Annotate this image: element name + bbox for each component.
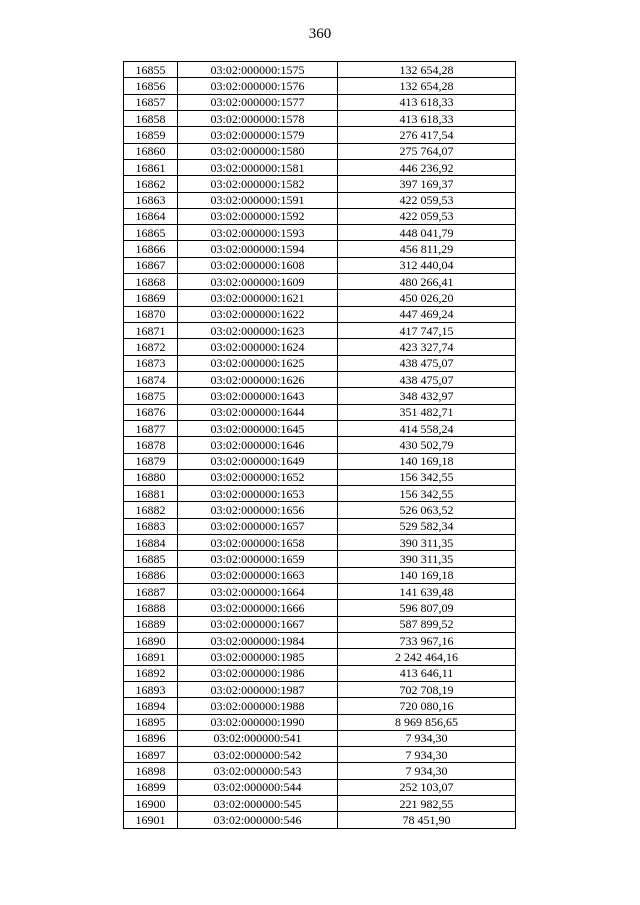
cadastral-number-cell: 03:02:000000:1578 xyxy=(178,110,338,126)
cadastral-value-cell: 587 899,52 xyxy=(338,616,516,632)
row-number-cell: 16877 xyxy=(124,420,178,436)
row-number-cell: 16892 xyxy=(124,665,178,681)
table-row xyxy=(124,779,516,795)
cadastral-value-cell: 348 432,97 xyxy=(338,388,516,404)
table-row xyxy=(124,632,516,648)
row-number-cell: 16857 xyxy=(124,94,178,110)
row-number-cell: 16875 xyxy=(124,388,178,404)
cadastral-value-cell: 221 982,55 xyxy=(338,796,516,812)
row-number-cell: 16861 xyxy=(124,159,178,175)
cadastral-number-cell: 03:02:000000:1990 xyxy=(178,714,338,730)
cadastral-number-cell: 03:02:000000:541 xyxy=(178,730,338,746)
table-row xyxy=(124,600,516,616)
row-number-cell: 16881 xyxy=(124,486,178,502)
row-number-cell: 16874 xyxy=(124,371,178,387)
cadastral-value-cell: 132 654,28 xyxy=(338,78,516,94)
cadastral-number-cell: 03:02:000000:1644 xyxy=(178,404,338,420)
cadastral-number-cell: 03:02:000000:1626 xyxy=(178,371,338,387)
table-row xyxy=(124,371,516,387)
row-number-cell: 16887 xyxy=(124,584,178,600)
cadastral-value-cell: 529 582,34 xyxy=(338,518,516,534)
cadastral-value-cell: 8 969 856,65 xyxy=(338,714,516,730)
row-number-cell: 16896 xyxy=(124,730,178,746)
row-number-cell: 16867 xyxy=(124,257,178,273)
cadastral-number-cell: 03:02:000000:1984 xyxy=(178,632,338,648)
table-row xyxy=(124,323,516,339)
row-number-cell: 16901 xyxy=(124,812,178,828)
cadastral-number-cell: 03:02:000000:1643 xyxy=(178,388,338,404)
cadastral-number-cell: 03:02:000000:1649 xyxy=(178,453,338,469)
row-number-cell: 16864 xyxy=(124,208,178,224)
table-row xyxy=(124,714,516,730)
cadastral-value-cell: 390 311,35 xyxy=(338,551,516,567)
cadastral-value-cell: 596 807,09 xyxy=(338,600,516,616)
cadastral-value-cell: 78 451,90 xyxy=(338,812,516,828)
cadastral-value-cell: 446 236,92 xyxy=(338,159,516,175)
page-number: 360 xyxy=(308,26,332,42)
table-row xyxy=(124,290,516,306)
cadastral-value-cell: 312 440,04 xyxy=(338,257,516,273)
cadastral-number-cell: 03:02:000000:1594 xyxy=(178,241,338,257)
table-row xyxy=(124,763,516,779)
cadastral-value-cell: 438 475,07 xyxy=(338,371,516,387)
table-row xyxy=(124,110,516,126)
cadastral-number-cell: 03:02:000000:1646 xyxy=(178,437,338,453)
cadastral-number-cell: 03:02:000000:1659 xyxy=(178,551,338,567)
table-row xyxy=(124,665,516,681)
cadastral-number-cell: 03:02:000000:1658 xyxy=(178,535,338,551)
cadastral-value-cell: 413 618,33 xyxy=(338,110,516,126)
cadastral-number-cell: 03:02:000000:1666 xyxy=(178,600,338,616)
cadastral-value-cell: 422 059,53 xyxy=(338,192,516,208)
row-number-cell: 16873 xyxy=(124,355,178,371)
cadastral-value-cell: 141 639,48 xyxy=(338,584,516,600)
row-number-cell: 16856 xyxy=(124,78,178,94)
row-number-cell: 16889 xyxy=(124,616,178,632)
cadastral-number-cell: 03:02:000000:1985 xyxy=(178,649,338,665)
cadastral-value-cell: 448 041,79 xyxy=(338,225,516,241)
row-number-cell: 16872 xyxy=(124,339,178,355)
row-number-cell: 16894 xyxy=(124,698,178,714)
table-row xyxy=(124,208,516,224)
row-number-cell: 16871 xyxy=(124,323,178,339)
cadastral-number-cell: 03:02:000000:1593 xyxy=(178,225,338,241)
row-number-cell: 16899 xyxy=(124,779,178,795)
row-number-cell: 16863 xyxy=(124,192,178,208)
row-number-cell: 16866 xyxy=(124,241,178,257)
cadastral-value-cell: 480 266,41 xyxy=(338,274,516,290)
row-number-cell: 16865 xyxy=(124,225,178,241)
table-row xyxy=(124,796,516,812)
cadastral-value-cell: 397 169,37 xyxy=(338,176,516,192)
cadastral-value-cell: 413 646,11 xyxy=(338,665,516,681)
row-number-cell: 16886 xyxy=(124,567,178,583)
cadastral-number-cell: 03:02:000000:1986 xyxy=(178,665,338,681)
cadastral-number-cell: 03:02:000000:1580 xyxy=(178,143,338,159)
row-number-cell: 16860 xyxy=(124,143,178,159)
table-row xyxy=(124,518,516,534)
table-row xyxy=(124,192,516,208)
cadastral-number-cell: 03:02:000000:1622 xyxy=(178,306,338,322)
cadastral-number-cell: 03:02:000000:1582 xyxy=(178,176,338,192)
cadastral-number-cell: 03:02:000000:1987 xyxy=(178,681,338,697)
table-row xyxy=(124,404,516,420)
table-row xyxy=(124,747,516,763)
table-row xyxy=(124,551,516,567)
cadastral-value-cell: 390 311,35 xyxy=(338,535,516,551)
table-row xyxy=(124,388,516,404)
cadastral-value-cell: 702 708,19 xyxy=(338,681,516,697)
table-row xyxy=(124,812,516,828)
table-row xyxy=(124,502,516,518)
table-row xyxy=(124,567,516,583)
table-row xyxy=(124,94,516,110)
cadastral-number-cell: 03:02:000000:1663 xyxy=(178,567,338,583)
row-number-cell: 16884 xyxy=(124,535,178,551)
cadastral-value-table xyxy=(123,61,516,829)
cadastral-number-cell: 03:02:000000:1576 xyxy=(178,78,338,94)
cadastral-value-cell: 413 618,33 xyxy=(338,94,516,110)
row-number-cell: 16890 xyxy=(124,632,178,648)
row-number-cell: 16862 xyxy=(124,176,178,192)
row-number-cell: 16855 xyxy=(124,62,178,78)
cadastral-value-cell: 430 502,79 xyxy=(338,437,516,453)
row-number-cell: 16878 xyxy=(124,437,178,453)
table-row xyxy=(124,469,516,485)
table-row xyxy=(124,453,516,469)
table-row xyxy=(124,616,516,632)
row-number-cell: 16900 xyxy=(124,796,178,812)
row-number-cell: 16868 xyxy=(124,274,178,290)
table-row xyxy=(124,159,516,175)
row-number-cell: 16897 xyxy=(124,747,178,763)
cadastral-number-cell: 03:02:000000:1657 xyxy=(178,518,338,534)
cadastral-number-cell: 03:02:000000:1577 xyxy=(178,94,338,110)
cadastral-value-cell: 275 764,07 xyxy=(338,143,516,159)
cadastral-value-cell: 526 063,52 xyxy=(338,502,516,518)
cadastral-value-cell: 140 169,18 xyxy=(338,567,516,583)
cadastral-value-cell: 414 558,24 xyxy=(338,420,516,436)
cadastral-number-cell: 03:02:000000:1623 xyxy=(178,323,338,339)
cadastral-number-cell: 03:02:000000:1592 xyxy=(178,208,338,224)
table-row xyxy=(124,176,516,192)
cadastral-number-cell: 03:02:000000:1988 xyxy=(178,698,338,714)
row-number-cell: 16891 xyxy=(124,649,178,665)
table-row xyxy=(124,698,516,714)
table-row xyxy=(124,535,516,551)
cadastral-value-cell: 252 103,07 xyxy=(338,779,516,795)
table-row xyxy=(124,257,516,273)
row-number-cell: 16858 xyxy=(124,110,178,126)
row-number-cell: 16869 xyxy=(124,290,178,306)
cadastral-number-cell: 03:02:000000:1624 xyxy=(178,339,338,355)
table-row xyxy=(124,486,516,502)
cadastral-number-cell: 03:02:000000:1656 xyxy=(178,502,338,518)
table-row xyxy=(124,681,516,697)
cadastral-number-cell: 03:02:000000:1609 xyxy=(178,274,338,290)
table-row xyxy=(124,62,516,78)
cadastral-value-cell: 7 934,30 xyxy=(338,730,516,746)
cadastral-value-cell: 417 747,15 xyxy=(338,323,516,339)
cadastral-value-cell: 447 469,24 xyxy=(338,306,516,322)
cadastral-number-cell: 03:02:000000:546 xyxy=(178,812,338,828)
cadastral-number-cell: 03:02:000000:1653 xyxy=(178,486,338,502)
cadastral-number-cell: 03:02:000000:543 xyxy=(178,763,338,779)
cadastral-value-cell: 156 342,55 xyxy=(338,469,516,485)
row-number-cell: 16898 xyxy=(124,763,178,779)
table-row xyxy=(124,274,516,290)
cadastral-number-cell: 03:02:000000:1575 xyxy=(178,62,338,78)
table-row xyxy=(124,225,516,241)
cadastral-value-cell: 7 934,30 xyxy=(338,763,516,779)
cadastral-value-cell: 132 654,28 xyxy=(338,62,516,78)
table-row xyxy=(124,584,516,600)
cadastral-value-cell: 156 342,55 xyxy=(338,486,516,502)
row-number-cell: 16885 xyxy=(124,551,178,567)
table-row xyxy=(124,649,516,665)
cadastral-number-cell: 03:02:000000:1667 xyxy=(178,616,338,632)
cadastral-value-cell: 450 026,20 xyxy=(338,290,516,306)
row-number-cell: 16883 xyxy=(124,518,178,534)
cadastral-value-cell: 456 811,29 xyxy=(338,241,516,257)
cadastral-number-cell: 03:02:000000:1579 xyxy=(178,127,338,143)
cadastral-number-cell: 03:02:000000:1625 xyxy=(178,355,338,371)
table-row xyxy=(124,143,516,159)
table-row xyxy=(124,78,516,94)
cadastral-number-cell: 03:02:000000:542 xyxy=(178,747,338,763)
row-number-cell: 16876 xyxy=(124,404,178,420)
row-number-cell: 16882 xyxy=(124,502,178,518)
table-body xyxy=(124,62,516,829)
table-row xyxy=(124,127,516,143)
cadastral-number-cell: 03:02:000000:1608 xyxy=(178,257,338,273)
table-row xyxy=(124,420,516,436)
cadastral-number-cell: 03:02:000000:1581 xyxy=(178,159,338,175)
table-row xyxy=(124,730,516,746)
cadastral-number-cell: 03:02:000000:1645 xyxy=(178,420,338,436)
row-number-cell: 16870 xyxy=(124,306,178,322)
table-row xyxy=(124,241,516,257)
cadastral-number-cell: 03:02:000000:1591 xyxy=(178,192,338,208)
cadastral-value-cell: 422 059,53 xyxy=(338,208,516,224)
cadastral-value-cell: 7 934,30 xyxy=(338,747,516,763)
table-row xyxy=(124,437,516,453)
cadastral-value-cell: 438 475,07 xyxy=(338,355,516,371)
cadastral-number-cell: 03:02:000000:544 xyxy=(178,779,338,795)
row-number-cell: 16893 xyxy=(124,681,178,697)
cadastral-value-cell: 276 417,54 xyxy=(338,127,516,143)
row-number-cell: 16895 xyxy=(124,714,178,730)
cadastral-value-cell: 423 327,74 xyxy=(338,339,516,355)
table-row xyxy=(124,355,516,371)
row-number-cell: 16880 xyxy=(124,469,178,485)
cadastral-value-cell: 140 169,18 xyxy=(338,453,516,469)
cadastral-value-cell: 733 967,16 xyxy=(338,632,516,648)
cadastral-number-cell: 03:02:000000:1621 xyxy=(178,290,338,306)
cadastral-number-cell: 03:02:000000:1652 xyxy=(178,469,338,485)
cadastral-number-cell: 03:02:000000:1664 xyxy=(178,584,338,600)
cadastral-value-cell: 2 242 464,16 xyxy=(338,649,516,665)
cadastral-value-cell: 351 482,71 xyxy=(338,404,516,420)
table-row xyxy=(124,306,516,322)
cadastral-value-cell: 720 080,16 xyxy=(338,698,516,714)
row-number-cell: 16888 xyxy=(124,600,178,616)
row-number-cell: 16879 xyxy=(124,453,178,469)
row-number-cell: 16859 xyxy=(124,127,178,143)
cadastral-number-cell: 03:02:000000:545 xyxy=(178,796,338,812)
table-row xyxy=(124,339,516,355)
